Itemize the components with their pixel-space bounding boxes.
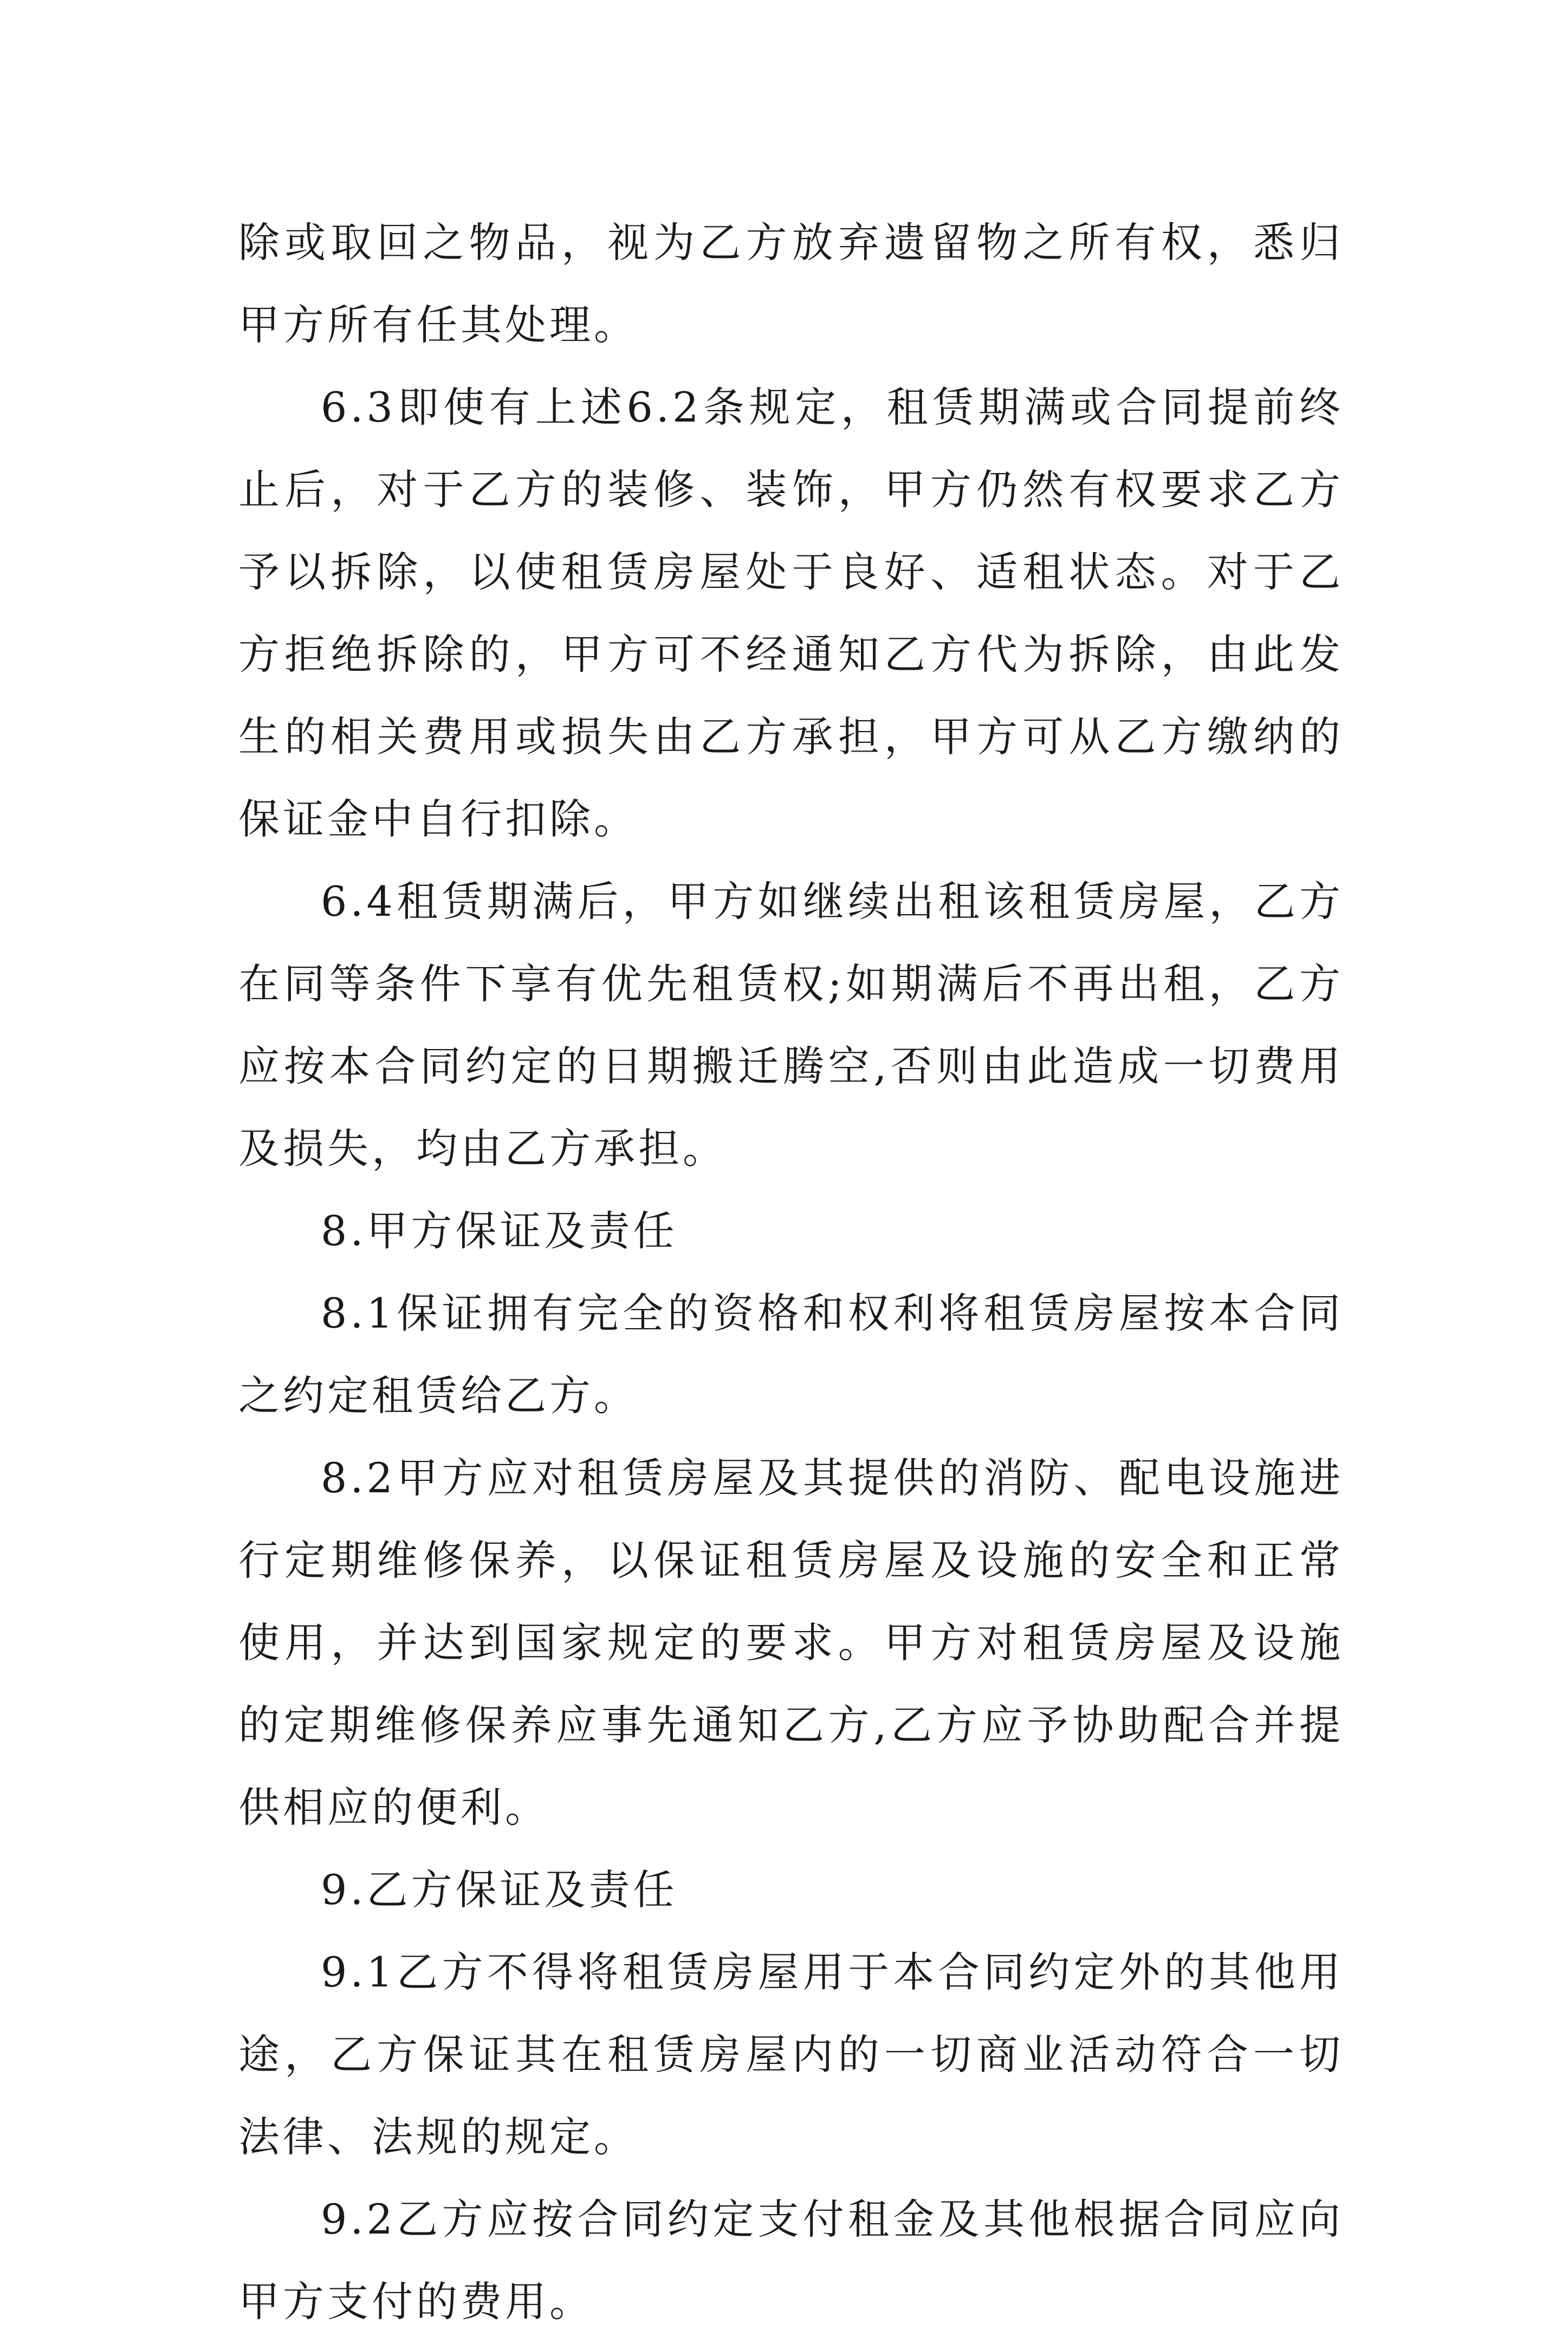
paragraph-6-4: 6.4租赁期满后，甲方如继续出租该租赁房屋，乙方在同等条件下享有优先租赁权;如期满后不再出租，乙方应按本合同约定的日期搬迁腾空,否则由此造成一切费用及损失，均由乙方承担。 [238, 877, 1344, 1173]
paragraph-8-2: 8.2甲方应对租赁房屋及其提供的消防、配电设施进行定期维修保养，以保证租赁房屋及设施的安全和正常使用，并达到国家规定的要求。甲方对租赁房屋及设施的定期维修保养应事先通知乙方,乙方应予协助配合并提供相应的便利。 [238, 1454, 1344, 1831]
paragraph-8-1: 8.1保证拥有完全的资格和权利将租赁房屋按本合同之约定租赁给乙方。 [238, 1289, 1344, 1420]
paragraph-continuation: 除或取回之物品，视为乙方放弃遗留物之所有权，悉归甲方所有任其处理。 [238, 218, 1344, 349]
section-heading-8: 8.甲方保证及责任 [321, 1207, 678, 1255]
section-heading-9: 9.乙方保证及责任 [321, 1866, 678, 1914]
paragraph-9-1: 9.1乙方不得将租赁房屋用于本合同约定外的其他用途，乙方保证其在租赁房屋内的一切商业活动符合一切法律、法规的规定。 [238, 1948, 1344, 2161]
document-body [238, 202, 1344, 2343]
paragraph-9-2: 9.2乙方应按合同约定支付租金及其他根据合同应向甲方支付的费用。 [238, 2195, 1344, 2326]
paragraph-6-3: 6.3即使有上述6.2条规定，租赁期满或合同提前终止后，对于乙方的装修、装饰，甲方仍然有权要求乙方予以拆除，以使租赁房屋处于良好、适租状态。对于乙方拒绝拆除的，甲方可不经通知乙方代为拆除，由此发生的相关费用或损失由乙方承担，甲方可从乙方缴纳的保证金中自行扣除。 [238, 383, 1344, 843]
